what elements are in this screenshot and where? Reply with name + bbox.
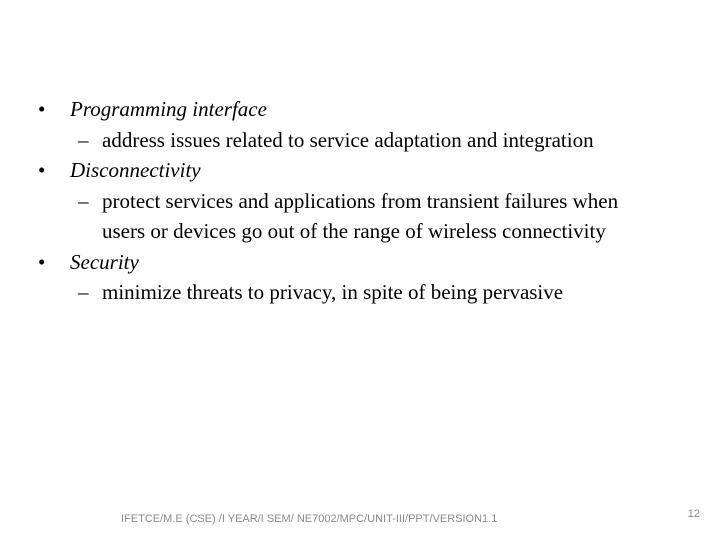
sub-bullet-text: address issues related to service adaptation and integration [102,127,594,152]
bullet-item-programming-interface [36,94,696,125]
sub-bullet-text: minimize threats to privacy, in spite of being pervasive [102,280,564,304]
sub-bullet-disconnectivity [36,186,622,247]
bullet-glyph: • [38,97,46,121]
sub-bullet-text: protect services and applications from transient failures when users or devices go out of the range of wireless connectivity [102,188,619,243]
bullet-glyph: • [38,249,46,274]
bullet-topic: Programming interface [70,97,267,121]
dash-glyph: – [78,280,89,304]
dash-glyph: – [78,188,89,213]
dash-glyph: – [78,127,89,152]
bullet-topic: Security [70,249,139,274]
bullet-item-security [36,247,696,278]
sub-bullet-programming-interface [36,125,696,156]
sub-bullet-security [36,277,696,308]
slide-footer: IFETCE/M.E (CSE) /I YEAR/I SEM/ NE7002/MPC/UNIT-III/PPT/VERSION1.1 [121,513,498,525]
bullet-list [36,94,696,308]
page-number: 12 [687,508,700,520]
bullet-topic: Disconnectivity [70,158,201,182]
bullet-glyph: • [38,158,46,182]
bullet-item-disconnectivity [36,155,696,186]
